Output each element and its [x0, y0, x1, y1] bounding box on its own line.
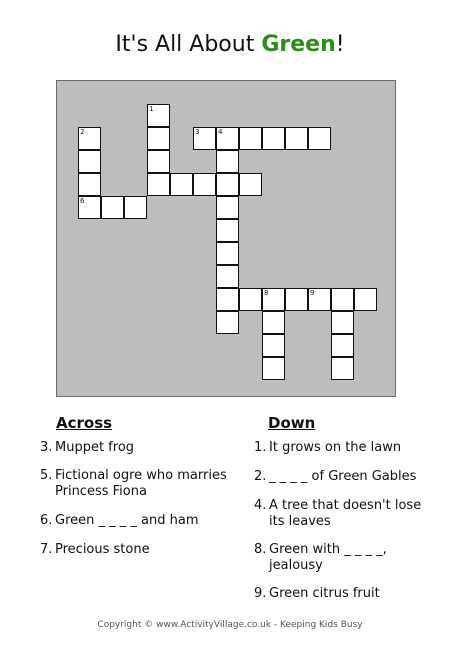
grid-cell[interactable] — [124, 196, 147, 219]
grid-cell[interactable] — [216, 173, 239, 196]
clue-text: Precious stone — [55, 542, 150, 557]
clue-number: 8. — [254, 542, 267, 557]
page-title — [0, 30, 460, 60]
grid-cell[interactable] — [331, 288, 354, 311]
clue-number-label: 2 — [80, 128, 85, 136]
down-heading: Down — [268, 414, 316, 432]
grid-cell[interactable] — [239, 127, 262, 150]
grid-cell[interactable] — [331, 357, 354, 380]
grid-cell[interactable] — [354, 288, 377, 311]
grid-cell[interactable] — [147, 150, 170, 173]
grid-cell[interactable] — [262, 311, 285, 334]
down-clue — [254, 542, 434, 574]
grid-cell[interactable] — [331, 334, 354, 357]
grid-cell[interactable] — [308, 127, 331, 150]
clue-number: 7. — [40, 542, 53, 557]
clue-text: It grows on the lawn — [269, 440, 402, 455]
grid-cell[interactable] — [262, 127, 285, 150]
clue-number: 9. — [254, 586, 267, 601]
grid-cell[interactable] — [78, 150, 101, 173]
grid-cell[interactable] — [285, 288, 308, 311]
grid-cell[interactable] — [216, 265, 239, 288]
grid-cell[interactable] — [216, 219, 239, 242]
grid-cell[interactable] — [331, 311, 354, 334]
title-accent: Green — [261, 32, 336, 57]
clue-number: 1. — [254, 440, 267, 455]
grid-cell[interactable] — [308, 288, 331, 311]
clue-number: 2. — [254, 469, 267, 484]
grid-cell[interactable] — [239, 173, 262, 196]
grid-cell[interactable] — [101, 196, 124, 219]
clue-text: A tree that doesn't lose its leaves — [269, 498, 422, 529]
clue-text: Muppet frog — [55, 440, 135, 455]
grid-cell[interactable] — [216, 288, 239, 311]
grid-cell[interactable] — [147, 173, 170, 196]
across-clue — [40, 513, 230, 529]
clue-text: Green citrus fruit — [269, 586, 380, 601]
clue-text: _ _ _ _ of Green Gables — [269, 469, 417, 484]
grid-cell[interactable] — [78, 196, 101, 219]
title-suffix: ! — [335, 32, 345, 57]
across-clue — [40, 542, 230, 558]
clue-text: Green _ _ _ _ and ham — [55, 513, 199, 528]
clue-text: Green with _ _ _ _, jealousy — [269, 542, 387, 573]
copyright-footer: Copyright © www.ActivityVillage.co.uk - Keeping Kids Busy — [97, 620, 363, 630]
clue-number: 5. — [40, 468, 53, 483]
clue-number-label: 9 — [310, 289, 315, 297]
grid-cell[interactable] — [193, 127, 216, 150]
grid-cell[interactable] — [78, 173, 101, 196]
grid-cell[interactable] — [216, 127, 239, 150]
grid-cell[interactable] — [285, 127, 308, 150]
clue-number: 4. — [254, 498, 267, 513]
clue-number-label: 1 — [149, 105, 154, 113]
down-clue — [254, 440, 434, 456]
down-clue — [254, 469, 434, 485]
grid-cell[interactable] — [239, 288, 262, 311]
clue-number: 3. — [40, 440, 53, 455]
grid-cell[interactable] — [193, 173, 216, 196]
grid-cell[interactable] — [262, 334, 285, 357]
grid-cell[interactable] — [147, 127, 170, 150]
across-heading: Across — [56, 414, 113, 432]
grid-cell[interactable] — [216, 150, 239, 173]
grid-cell[interactable] — [78, 127, 101, 150]
grid-cell[interactable] — [262, 357, 285, 380]
grid-cell[interactable] — [216, 196, 239, 219]
clue-number-label: 6 — [80, 197, 85, 205]
clue-number: 6. — [40, 513, 53, 528]
clue-number-label: 8 — [264, 289, 269, 297]
grid-cell[interactable] — [170, 173, 193, 196]
grid-cell[interactable] — [216, 311, 239, 334]
crossword-grid — [56, 80, 396, 397]
across-clue — [40, 468, 230, 500]
clue-number-label: 4 — [218, 128, 223, 136]
grid-cell[interactable] — [262, 288, 285, 311]
down-clue — [254, 586, 434, 602]
down-clue — [254, 498, 434, 530]
across-clue — [40, 440, 230, 456]
grid-cell[interactable] — [147, 104, 170, 127]
clue-number-label: 3 — [195, 128, 200, 136]
title-prefix: It's All About — [115, 32, 262, 57]
clue-text: Fictional ogre who marries Princess Fiona — [55, 468, 227, 499]
grid-cell[interactable] — [216, 242, 239, 265]
